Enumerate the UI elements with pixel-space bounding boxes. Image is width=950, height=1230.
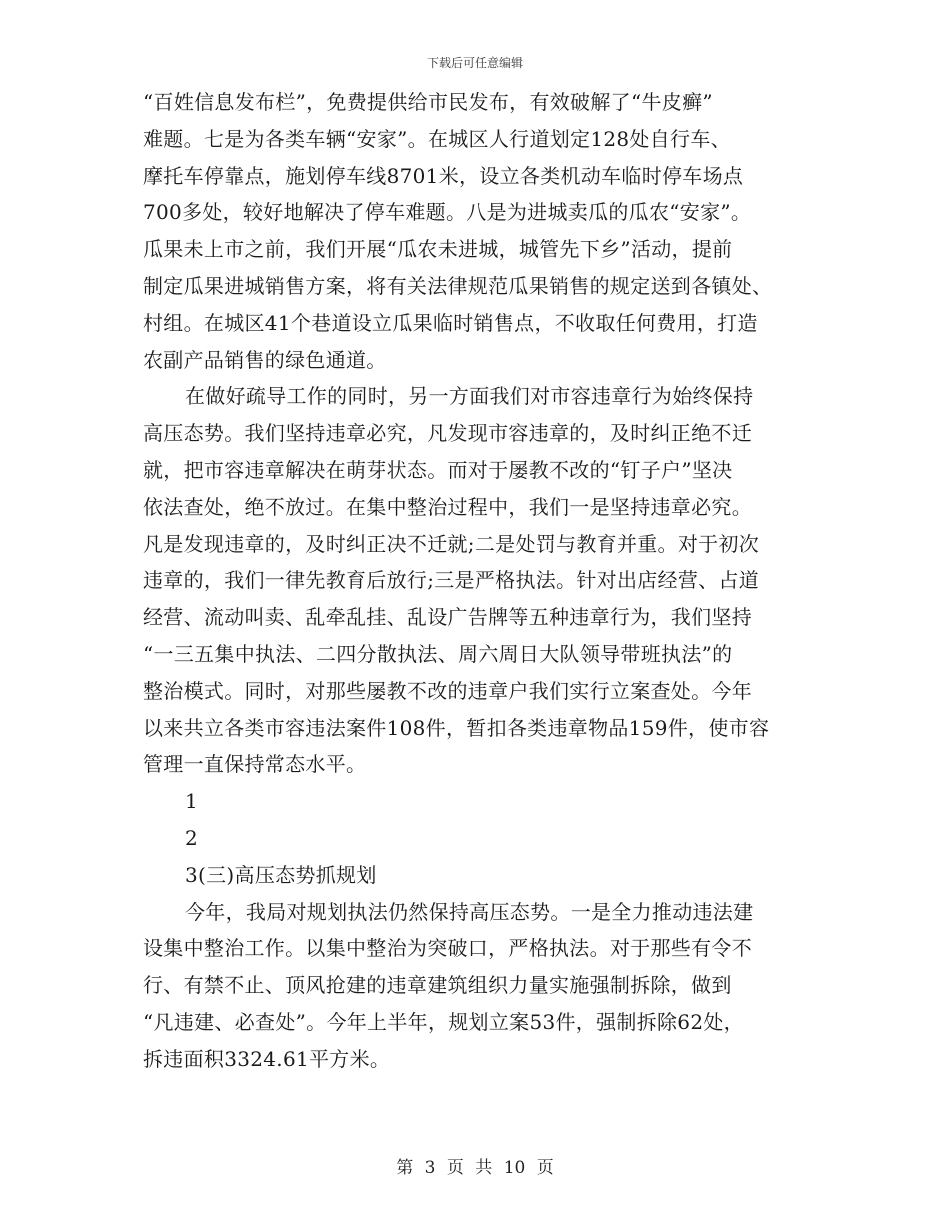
text-line: 村组。在城区41个巷道设立瓜果临时销售点，不收取任何费用，打造	[143, 310, 758, 335]
list-number: 1	[185, 789, 199, 814]
section-heading: 3(三)高压态势抓规划	[185, 862, 377, 887]
text-line: 农副产品销售的绿色通道。	[143, 347, 387, 372]
document-body	[143, 84, 813, 1078]
page-header: 下载后可任意编辑	[426, 56, 523, 70]
text-line: 以来共立各类市容违法案件108件，暂扣各类违章物品159件，使市容	[143, 715, 770, 740]
text-line: 高压态势。我们坚持违章必究，凡发现市容违章的，及时纠正绝不迁	[143, 421, 752, 446]
text-line: 管理一直保持常态水平。	[143, 752, 367, 777]
text-line: 700多处，较好地解决了停车难题。八是为进城卖瓜的瓜农“安家”。	[143, 200, 752, 225]
text-line: 设集中整治工作。以集中整治为突破口，严格执法。对于那些有令不	[143, 936, 752, 961]
text-line: 凡是发现违章的，及时纠正决不迁就;二是处罚与教育并重。对于初次	[143, 531, 760, 556]
text-line: 今年，我局对规划执法仍然保持高压态势。一是全力推动违法建	[185, 899, 754, 924]
text-line: 依法查处，绝不放过。在集中整治过程中，我们一是坚持违章必究。	[143, 494, 752, 519]
text-line: 在做好疏导工作的同时，另一方面我们对市容违章行为始终保持	[185, 384, 754, 409]
text-line: 就，把市容违章解决在萌芽状态。而对于屡教不改的“钉子户”坚决	[143, 457, 733, 482]
text-line: “百姓信息发布栏”，免费提供给市民发布，有效破解了“牛皮癣”	[143, 90, 713, 114]
text-line: 违章的，我们一律先教育后放行;三是严格执法。针对出店经营、占道	[143, 568, 760, 593]
text-line: 瓜果未上市之前，我们开展“瓜农未进城，城管先下乡”活动，提前	[143, 237, 733, 262]
text-line: 整治模式。同时，对那些屡教不改的违章户我们实行立案查处。今年	[143, 678, 752, 703]
text-line: 拆违面积3324.61平方米。	[143, 1046, 391, 1071]
text-line: 经营、流动叫卖、乱牵乱挂、乱设广告牌等五种违章行为，我们坚持	[143, 605, 752, 630]
page-footer: 第 3 页 共 10 页	[396, 1158, 554, 1178]
text-line: 制定瓜果进城销售方案，将有关法律规范瓜果销售的规定送到各镇处、	[143, 273, 773, 298]
text-line: 行、有禁不止、顶风抢建的违章建筑组织力量实施强制拆除，做到	[143, 973, 732, 998]
text-line: 难题。七是为各类车辆“安家”。在城区人行道划定128处自行车、	[143, 126, 731, 151]
text-line: 摩托车停靠点，施划停车线8701米，设立各类机动车临时停车场点	[143, 163, 744, 188]
text-line: “凡违建、必查处”。今年上半年，规划立案53件，强制拆除62处，	[143, 1009, 744, 1034]
list-number: 2	[185, 825, 199, 850]
text-line: “一三五集中执法、二四分散执法、周六周日大队领导带班执法”的	[143, 641, 733, 666]
